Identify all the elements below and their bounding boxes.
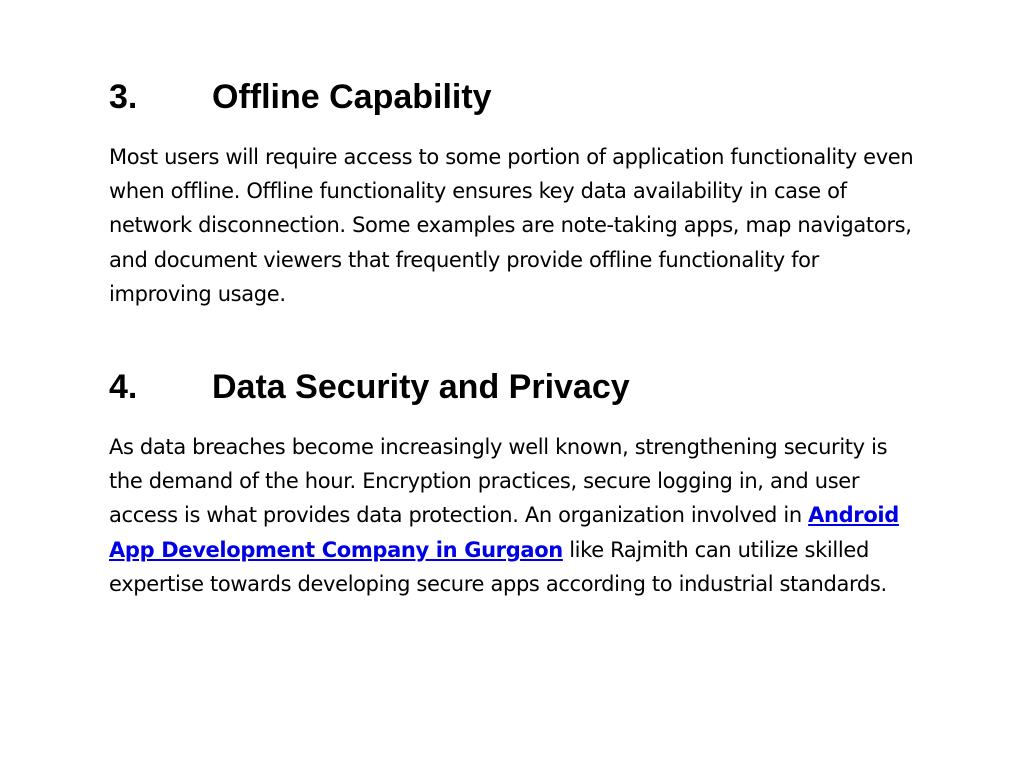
section-heading bbox=[109, 76, 924, 118]
android-app-development-link[interactable]: Android App Development Company in Gurgaon bbox=[109, 503, 899, 562]
section-offline-capability bbox=[109, 76, 924, 311]
section-body bbox=[109, 430, 924, 601]
section-data-security bbox=[109, 366, 924, 601]
body-text-after-link: like Rajmith can utilize skilled expertise towards developing secure apps according to industrial standards. bbox=[109, 537, 887, 596]
section-number: 4. bbox=[109, 368, 138, 406]
body-text-before-link: As data breaches become increasingly well known, strengthening security is the demand of the hour. Encryption practices, secure logging in, and user access is what provides data protection. An organization involved in bbox=[109, 435, 888, 528]
section-title: Data Security and Privacy bbox=[212, 368, 630, 406]
section-heading bbox=[109, 366, 924, 408]
section-body: Most users will require access to some portion of application functionality even when offline. Offline functionality ensures key data availability in case of network disconnection. Some examples are note-taking apps, map navigators, and document viewers that frequently provide offline functionality for improving usage. bbox=[109, 145, 914, 306]
section-number: 3. bbox=[109, 78, 138, 116]
section-title: Offline Capability bbox=[212, 78, 492, 116]
